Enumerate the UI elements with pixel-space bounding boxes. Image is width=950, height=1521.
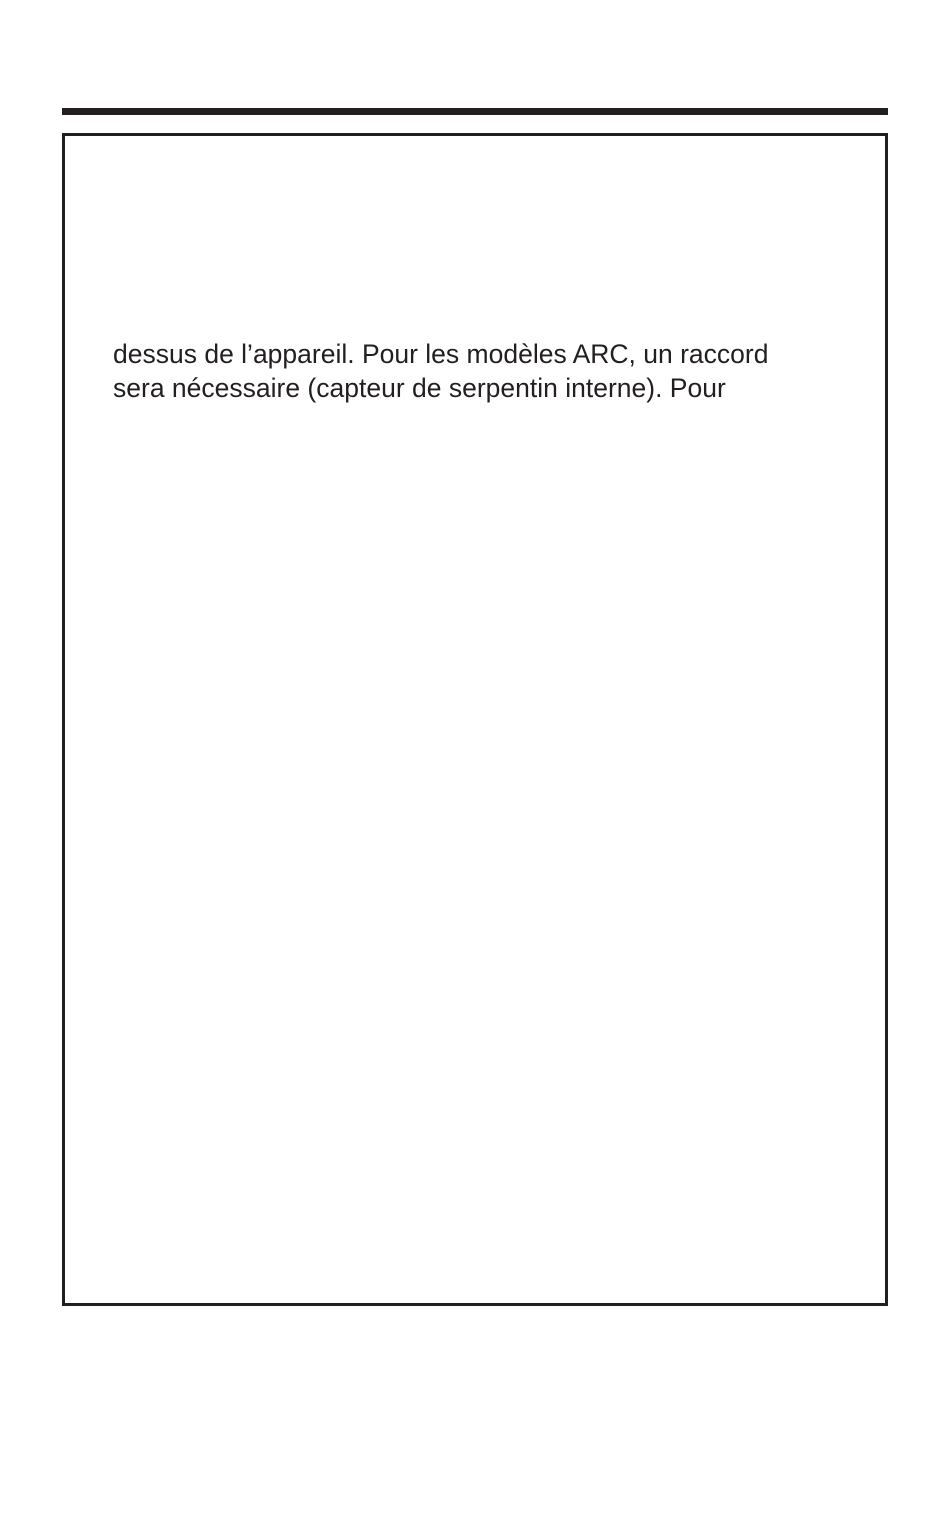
content-frame — [62, 133, 888, 1306]
top-horizontal-rule — [62, 108, 888, 115]
paragraph-line-1: dessus de l’appareil. Pour les modèles ARC, un raccord — [113, 339, 769, 369]
paragraph-line-2: sera nécessaire (capteur de serpentin interne). Pour — [113, 373, 726, 403]
body-paragraph — [113, 337, 853, 405]
